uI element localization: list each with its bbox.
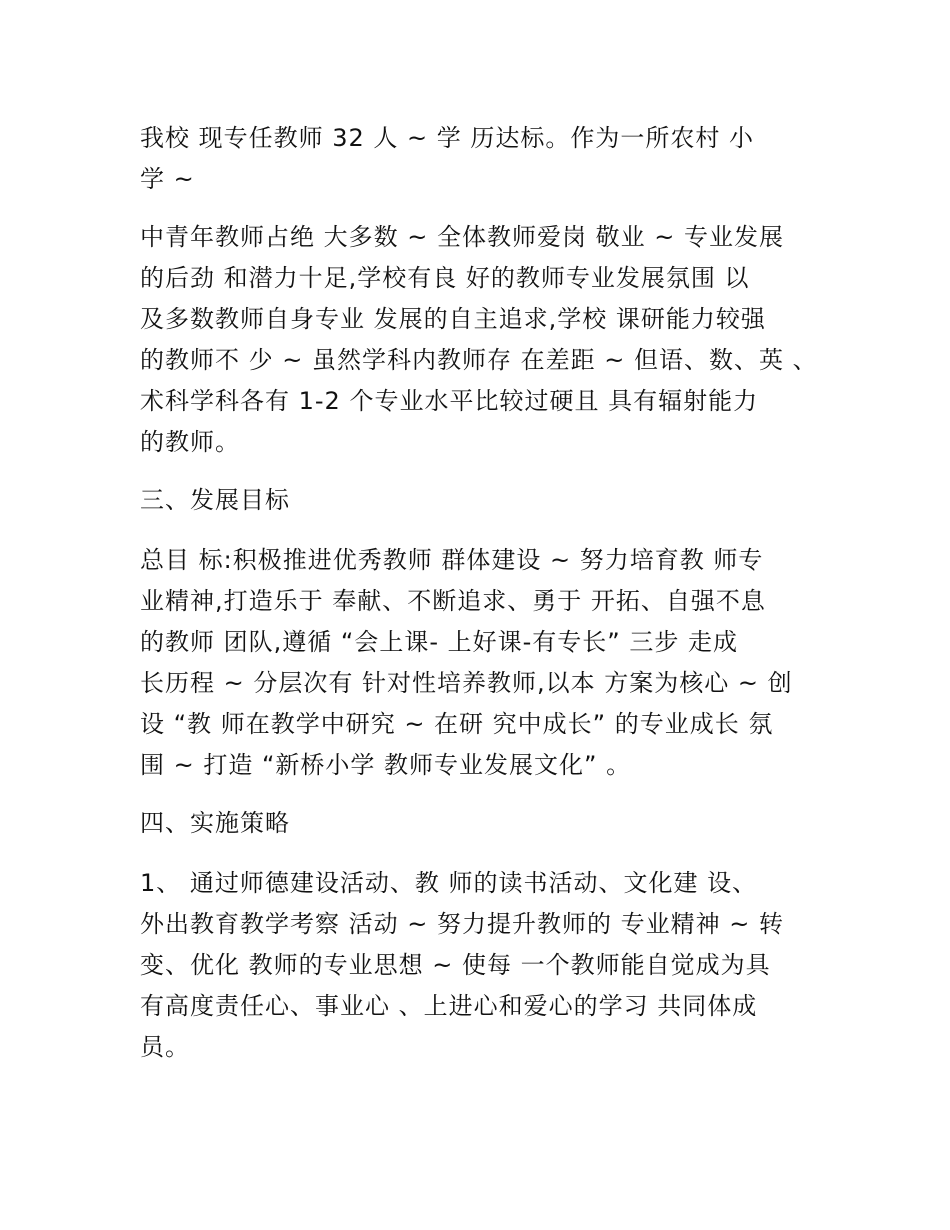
paragraph-2-line-6: 的教师。 [140, 428, 240, 456]
paragraph-3-line-5: 设 “教 师在教学中研究 ~ 在研 究中成长” 的专业成长 氛 [140, 710, 774, 738]
paragraph-2-line-1: 中青年教师占绝 大多数 ~ 全体教师爱岗 敬业 ~ 专业发展 [140, 223, 784, 251]
paragraph-3-line-3: 的教师 团队,遵循 “会上课- 上好课-有专长” 三步 走成 [140, 628, 738, 656]
paragraph-2-line-3: 及多数教师自身专业 发展的自主追求,学校 课研能力较强 [140, 305, 766, 333]
paragraph-3-line-6: 围 ~ 打造 “新桥小学 教师专业发展文化” 。 [140, 751, 632, 779]
paragraph-4-line-2: 外出教育教学考察 活动 ~ 努力提升教师的 专业精神 ~ 转 [140, 910, 784, 938]
paragraph-2-line-5: 术科学科各有 1-2 个专业水平比较过硬且 具有辐射能力 [140, 387, 759, 415]
paragraph-4-line-3: 变、优化 教师的专业思想 ~ 使每 一个教师能自觉成为具 [140, 951, 771, 979]
paragraph-3-line-4: 长历程 ~ 分层次有 针对性培养教师,以本 方案为核心 ~ 创 [140, 669, 793, 697]
paragraph-1-line-2: 学 ~ [140, 165, 195, 193]
paragraph-3-line-2: 业精神,打造乐于 奉献、不断追求、勇于 开拓、自强不息 [140, 587, 766, 615]
paragraph-3-line-1: 总目 标:积极推进优秀教师 群体建设 ~ 努力培育教 师专 [140, 546, 764, 574]
paragraph-2-line-4: 的教师不 少 ~ 虽然学科内教师存 在差距 ~ 但语、数、英 、 [140, 346, 818, 374]
paragraph-4-line-1: 1、 通过师德建设活动、教 师的读书活动、文化建 设、 [140, 869, 758, 897]
paragraph-4-line-5: 员。 [140, 1033, 190, 1061]
paragraph-2-line-2: 的后劲 和潜力十足,学校有良 好的教师专业发展氛围 以 [140, 264, 750, 292]
paragraph-4-line-4: 有高度责任心、事业心 、上进心和爱心的学习 共同体成 [140, 992, 758, 1020]
section-heading-goals: 三、发展目标 [140, 486, 290, 514]
section-heading-strategy: 四、实施策略 [140, 809, 290, 837]
paragraph-1-line-1: 我校 现专任教师 32 人 ~ 学 历达标。作为一所农村 小 [140, 124, 755, 152]
